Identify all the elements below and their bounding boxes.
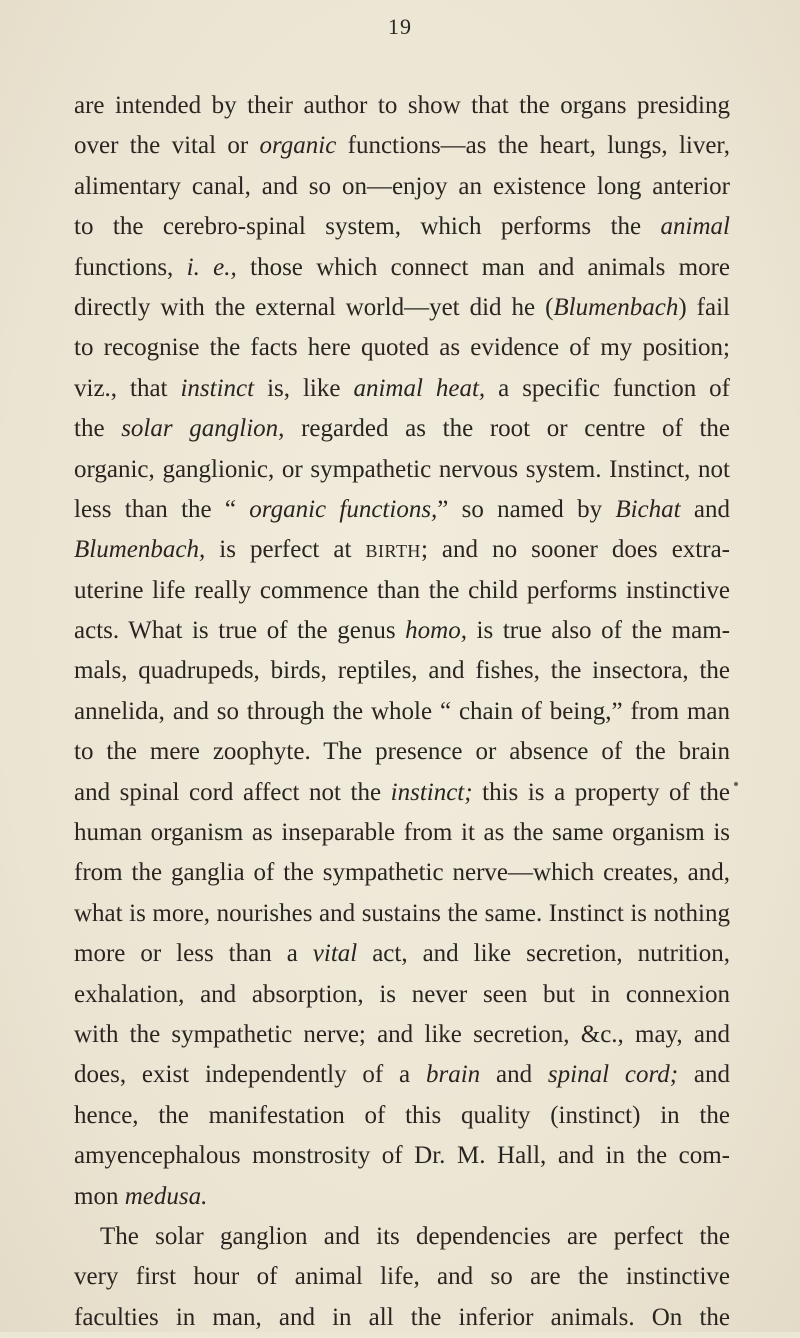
text-line: faculties in man, and in all the inferior animals. On the: [74, 1303, 730, 1331]
text-line: and spinal cord affect not the instinct; this is a property of the: [74, 778, 730, 806]
text-line: to the mere zoophyte. The presence or absence of the brain: [74, 738, 730, 766]
text-line: hence, the manifestation of this quality (instinct) in the: [74, 1101, 730, 1129]
italic-text: homo,: [405, 617, 467, 645]
text-line: exhalation, and absorption, is never seen but in connexion: [74, 980, 730, 1008]
italic-text: solar ganglion,: [121, 415, 285, 443]
text-line: less than the “ organic functions,” so named by Bichat and: [74, 495, 730, 523]
text-line: amyencephalous monstrosity of Dr. M. Hall, and in the com-: [74, 1142, 730, 1170]
text-line: with the sympathetic nerve; and like secretion, &c., may, and: [74, 1020, 730, 1048]
text-line: directly with the external world—yet did he (Blumenbach) fail: [74, 293, 730, 321]
text-line: the solar ganglion, regarded as the root or centre of the: [74, 415, 730, 443]
italic-text: spinal cord;: [547, 1061, 679, 1089]
italic-text: organic functions,: [249, 495, 438, 523]
text-line: very first hour of animal life, and so are the instinctive: [74, 1263, 730, 1291]
margin-dot: [734, 782, 738, 786]
italic-text: instinct;: [390, 778, 473, 806]
text-line: organic, ganglionic, or sympathetic nervous system. Instinct, not: [74, 455, 730, 483]
text-line: functions, i. e., those which connect man and animals more: [74, 253, 730, 281]
text-line: what is more, nourishes and sustains the same. Instinct is nothing: [74, 899, 730, 927]
italic-text: vital: [312, 940, 358, 968]
body-text: [74, 86, 730, 1338]
text-line: more or less than a vital act, and like secretion, nutrition,: [74, 940, 730, 968]
text-line: annelida, and so through the whole “ chain of being,” from man: [74, 697, 730, 725]
text-line: to recognise the facts here quoted as evidence of my position;: [74, 334, 730, 362]
italic-text: organic: [259, 132, 337, 160]
italic-text: medusa.: [124, 1182, 208, 1210]
italic-text: brain: [425, 1061, 481, 1089]
text-line: mals, quadrupeds, birds, reptiles, and fishes, the insectora, the: [74, 657, 730, 685]
text-line: mon medusa.: [74, 1182, 208, 1210]
text-line: from the ganglia of the sympathetic nerve—which creates, and,: [74, 859, 730, 887]
text-line: viz., that instinct is, like animal heat, a specific function of: [74, 374, 730, 402]
italic-text: i. e.,: [186, 253, 237, 281]
italic-text: animal: [660, 213, 730, 241]
text-line: acts. What is true of the genus homo, is true also of the mam-: [74, 617, 730, 645]
italic-text: instinct: [180, 374, 255, 402]
text-line: The solar ganglion and its dependencies are perfect the: [100, 1222, 730, 1250]
italic-text: Bichat: [615, 495, 681, 523]
text-line: are intended by their author to show that the organs presiding: [74, 92, 730, 119]
smallcaps-text: birth: [365, 536, 421, 564]
italic-text: Blumenbach,: [74, 536, 206, 564]
text-line: uterine life really commence than the child performs instinctive: [74, 576, 730, 604]
italic-text: animal heat,: [353, 374, 486, 402]
text-line: Blumenbach, is perfect at birth; and no sooner does extra-: [74, 536, 730, 564]
page-number: 19: [388, 14, 412, 39]
text-line: does, exist independently of a brain and spinal cord; and: [74, 1061, 730, 1089]
text-line: over the vital or organic functions—as the heart, lungs, liver,: [74, 132, 730, 160]
text-line: to the cerebro-spinal system, which performs the animal: [74, 213, 730, 241]
text-line: alimentary canal, and so on—enjoy an existence long anterior: [74, 172, 730, 200]
text-line: human organism as inseparable from it as the same organism is: [74, 819, 730, 847]
italic-text: Blumenbach: [553, 293, 679, 321]
